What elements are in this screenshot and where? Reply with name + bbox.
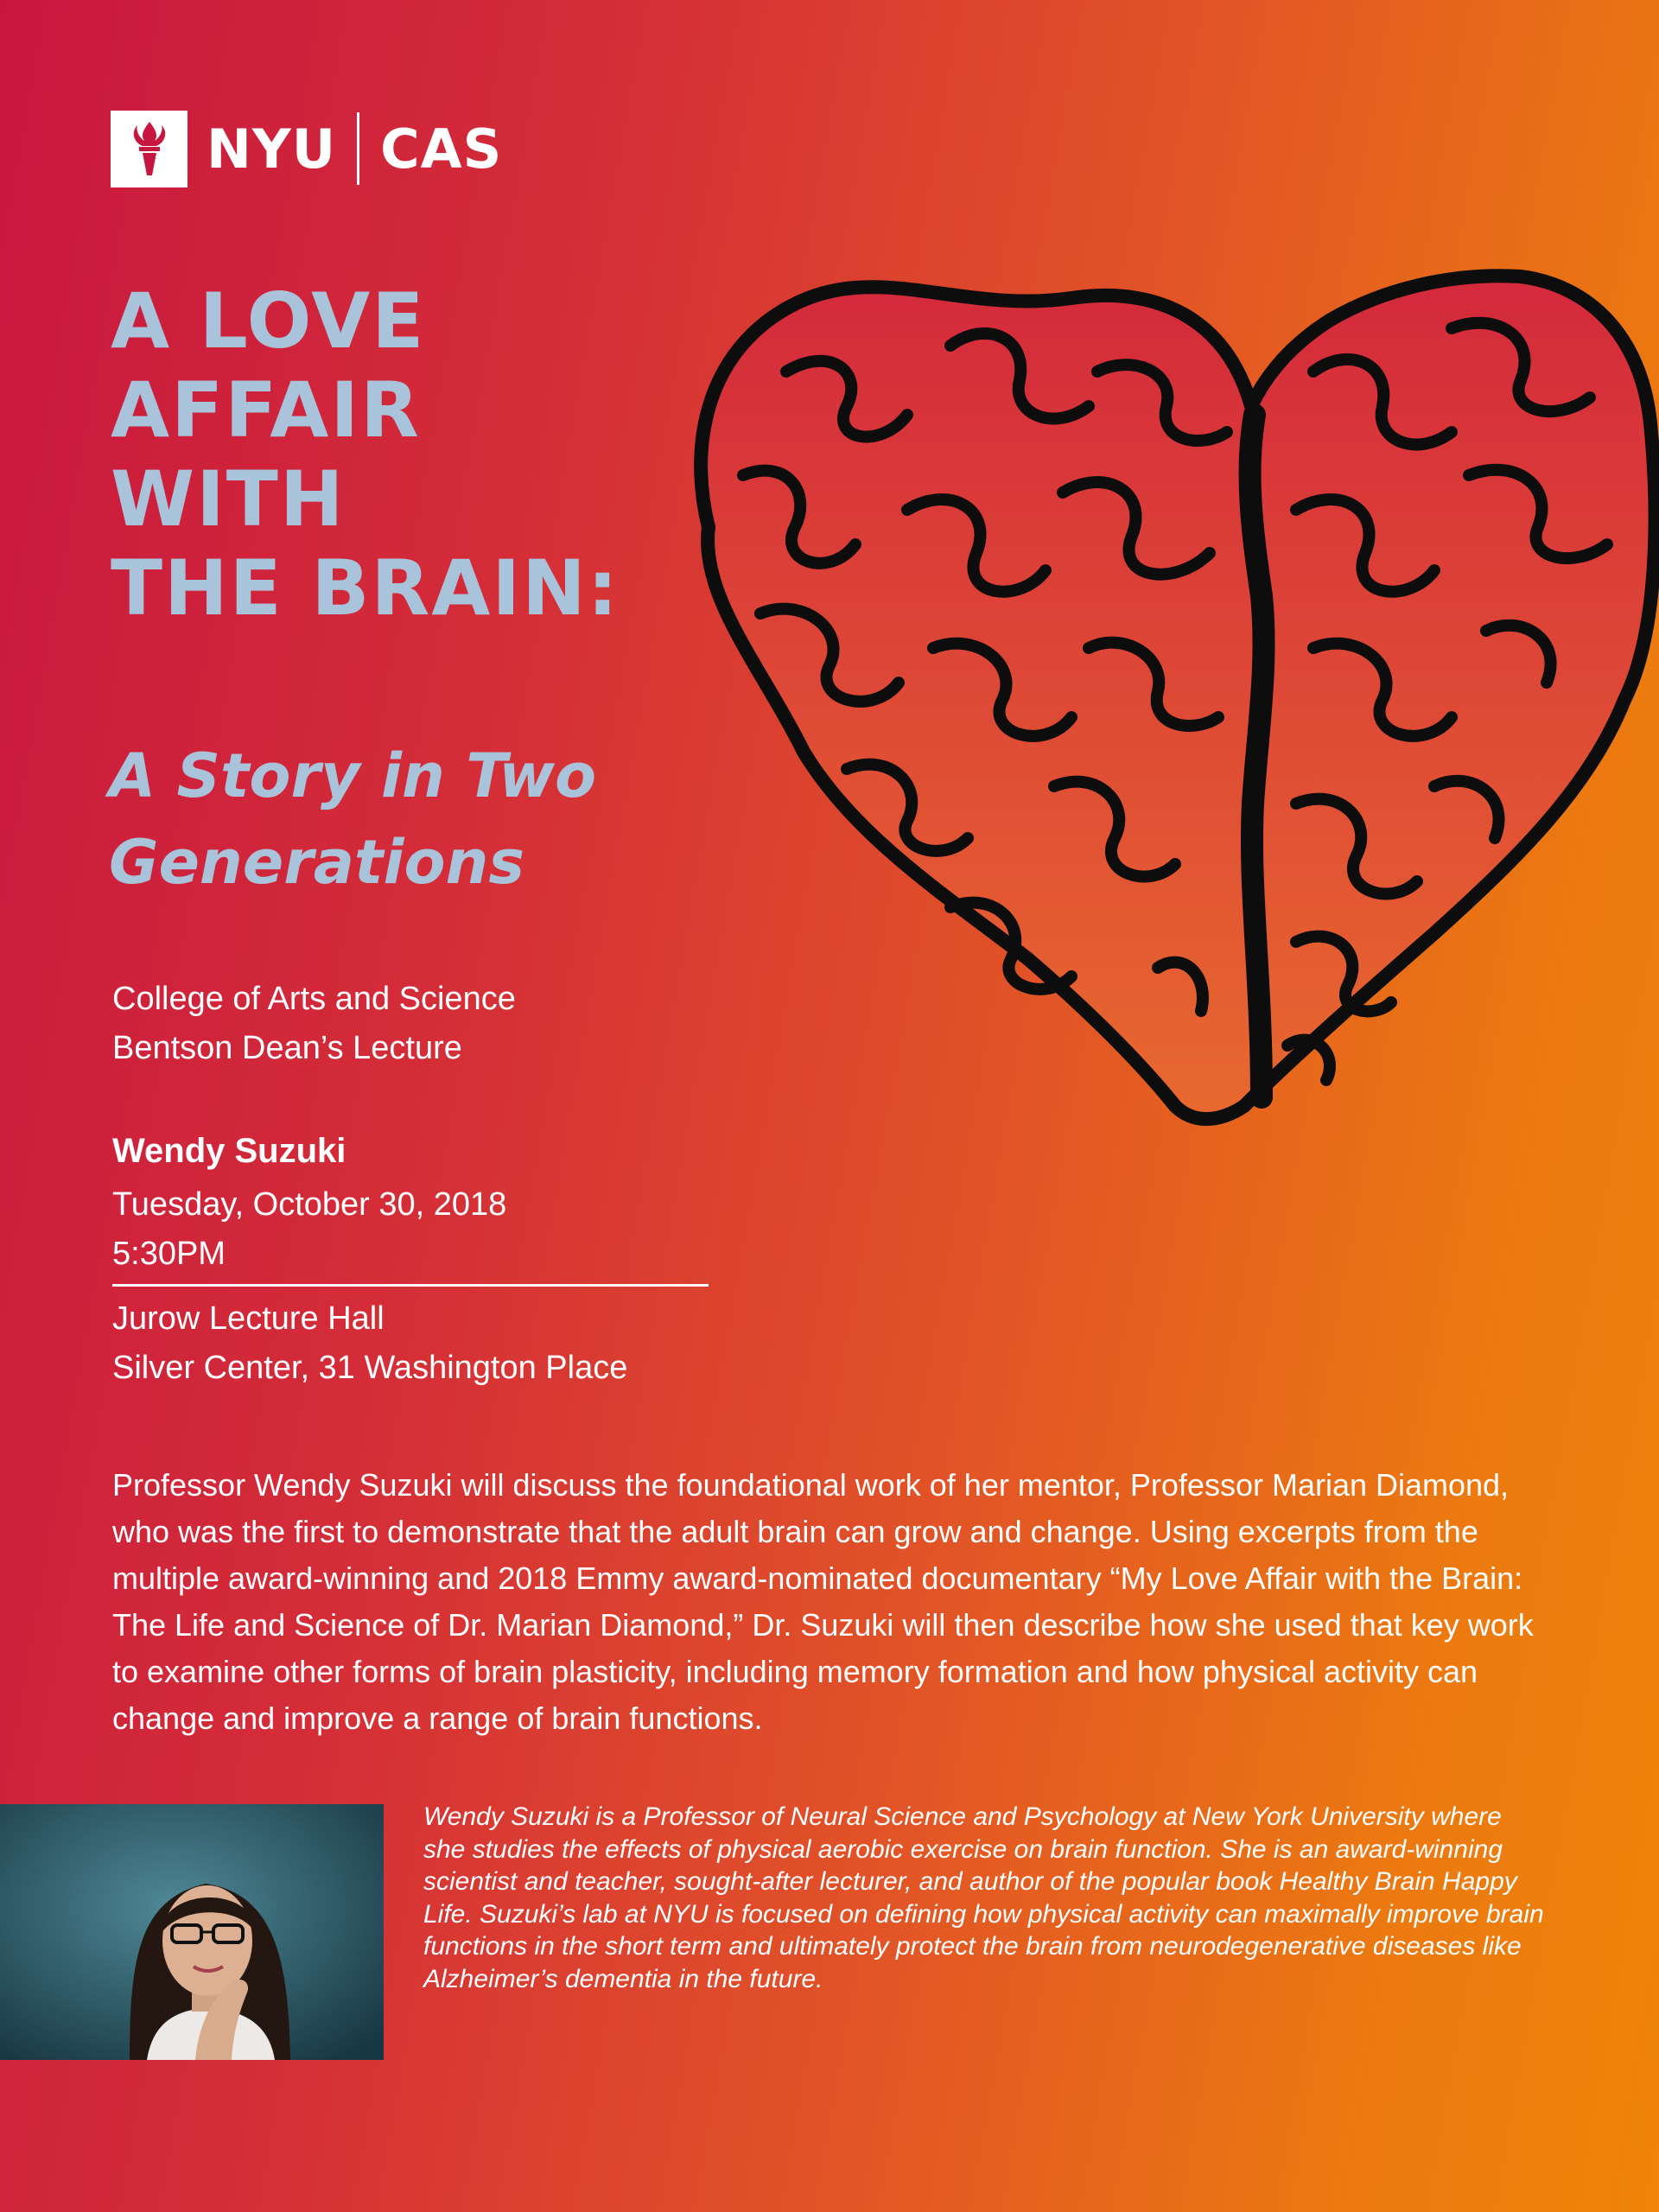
title-line: THE BRAIN: [111, 543, 620, 632]
nyu-torch-icon [111, 111, 188, 188]
event-time: 5:30PM [112, 1236, 226, 1272]
speaker-bio: Wendy Suzuki is a Professor of Neural Science and Psychology at New York University where she studies the effects of physical aerobic exercise on brain function. She is an award-winning scientist and teacher, sought-after lecturer, and author of the popular book Healthy Brain Happy Life. Suzuki’s lab at NYU is focused on defining how physical activity can maximally improve brain functions in the short term and ultimately protect the brain from neurodegenerative diseases like Alzheimer’s dementia in the future. [423, 1802, 1544, 1993]
event-description: Professor Wendy Suzuki will discuss the foundational work of her mentor, Professor Marian Diamond, who was the first to demonstrate that the adult brain can grow and change. Using excerpts from the multiple award-winning and 2018 Emmy award-nominated documentary “My Love Affair with the Brain: The Life and Science of Dr. Marian Diamond,” Dr. Suzuki will then describe how she used that key work to examine other forms of brain plasticity, including memory formation and how physical activity can change and improve a range of brain functions. [112, 1467, 1534, 1736]
event-datetime [112, 1180, 506, 1279]
divider [112, 1284, 709, 1287]
event-title [111, 276, 767, 632]
nyu-cas-logo [111, 111, 502, 187]
series-line: College of Arts and Science [112, 981, 516, 1017]
title-line: WITH [111, 454, 346, 543]
lecture-series [112, 975, 516, 1073]
event-date: Tuesday, October 30, 2018 [112, 1186, 507, 1223]
series-line: Bentson Dean’s Lecture [112, 1030, 462, 1066]
venue-address: Silver Center, 31 Washington Place [112, 1350, 628, 1386]
logo-nyu-text: NYU [207, 117, 337, 181]
speaker-name: Wendy Suzuki [112, 1132, 346, 1170]
subtitle-line: Generations [109, 827, 525, 898]
logo-cas-text: CAS [380, 117, 503, 181]
title-line: AFFAIR [111, 365, 421, 454]
logo-divider [357, 112, 359, 185]
venue-hall: Jurow Lecture Hall [112, 1300, 385, 1337]
event-venue [112, 1294, 627, 1393]
speaker-portrait [0, 1804, 384, 2060]
heart-brain-illustration [691, 147, 1659, 1184]
title-line: A LOVE [111, 276, 426, 365]
subtitle-line: A Story in Two [109, 741, 597, 811]
